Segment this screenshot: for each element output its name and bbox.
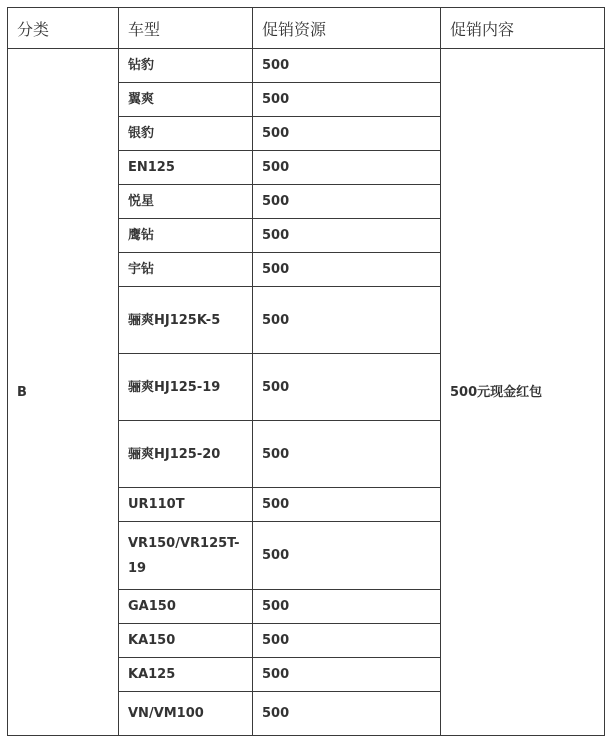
- promo-content-cell: 500元现金红包: [441, 49, 605, 736]
- header-content: 促销内容: [441, 8, 605, 49]
- resource-cell: 500: [253, 624, 441, 658]
- table-row: [8, 49, 605, 83]
- resource-cell: 500: [253, 287, 441, 354]
- table-header-row: [8, 8, 605, 49]
- model-cell: 宇钻: [119, 253, 253, 287]
- resource-cell: 500: [253, 522, 441, 590]
- resource-cell: 500: [253, 421, 441, 488]
- model-cell: 骊爽HJ125-19: [119, 354, 253, 421]
- model-cell: 悦星: [119, 185, 253, 219]
- resource-cell: 500: [253, 488, 441, 522]
- resource-cell: 500: [253, 590, 441, 624]
- resource-cell: 500: [253, 219, 441, 253]
- model-cell: 钻豹: [119, 49, 253, 83]
- resource-cell: 500: [253, 692, 441, 736]
- model-cell: GA150: [119, 590, 253, 624]
- model-cell: 翼爽: [119, 83, 253, 117]
- model-cell: UR110T: [119, 488, 253, 522]
- category-cell: B: [8, 49, 119, 736]
- resource-cell: 500: [253, 253, 441, 287]
- resource-cell: 500: [253, 117, 441, 151]
- header-category: 分类: [8, 8, 119, 49]
- model-cell: 骊爽HJ125K-5: [119, 287, 253, 354]
- header-model: 车型: [119, 8, 253, 49]
- resource-cell: 500: [253, 49, 441, 83]
- model-cell: 鹰钻: [119, 219, 253, 253]
- model-cell: KA150: [119, 624, 253, 658]
- model-cell: VR150/VR125T-19: [119, 522, 253, 590]
- promotion-table: [7, 7, 605, 736]
- model-cell: 骊爽HJ125-20: [119, 421, 253, 488]
- model-cell: VN/VM100: [119, 692, 253, 736]
- resource-cell: 500: [253, 354, 441, 421]
- resource-cell: 500: [253, 658, 441, 692]
- resource-cell: 500: [253, 83, 441, 117]
- model-cell: KA125: [119, 658, 253, 692]
- resource-cell: 500: [253, 151, 441, 185]
- model-cell: EN125: [119, 151, 253, 185]
- resource-cell: 500: [253, 185, 441, 219]
- model-cell: 银豹: [119, 117, 253, 151]
- header-resource: 促销资源: [253, 8, 441, 49]
